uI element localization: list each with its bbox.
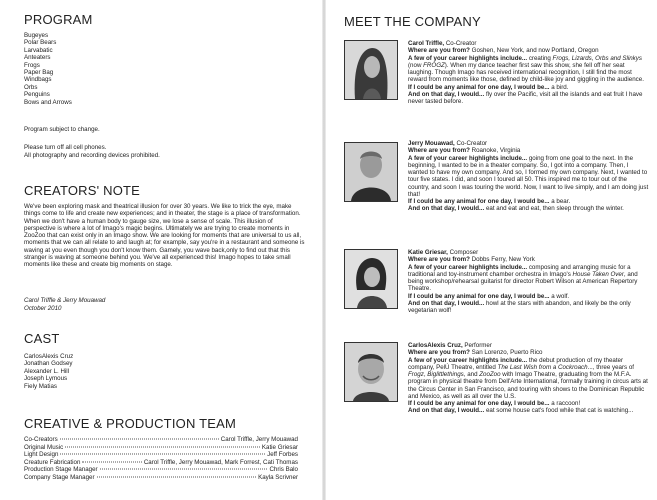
dot-leader <box>82 461 141 462</box>
animal-label: If I could be any animal for one day, I would be... <box>408 83 550 91</box>
day-label: And on that day, I would... <box>408 299 485 307</box>
left-page <box>0 0 320 500</box>
bio-carol-triffle <box>344 40 649 136</box>
member-day: eat some house cat's food while that cat is watching... <box>485 407 634 415</box>
bio-text <box>408 342 649 415</box>
member-name: Katie Griesar, <box>408 249 448 256</box>
member-day: fly over the Pacific, visit all the islands and eat fruit I have never tasted before. <box>408 90 643 105</box>
highlights-label: A few of your career highlights include... <box>408 154 528 162</box>
portrait-photo <box>344 142 398 202</box>
member-name: Carol Triffle, <box>408 40 445 47</box>
list-item: Larvabatic <box>24 46 53 54</box>
bio-carlosalexis-cruz <box>344 342 649 492</box>
member-day: howl at the stars with abandon, and likely be the only vegetarian wolf! <box>408 299 631 314</box>
table-row <box>24 436 298 444</box>
list-item: Penguins <box>24 91 50 99</box>
member-animal: a bear. <box>551 198 571 205</box>
table-row <box>24 444 298 452</box>
member-role: Co-Creator <box>445 40 477 47</box>
team-person: Carol Triffle, Jerry Mouawad <box>220 436 298 443</box>
highlights-label: A few of your career highlights include... <box>408 54 528 62</box>
member-highlights-italic: Frogs, Lizards, Orbs and Slinkys <box>552 54 642 62</box>
team-heading: CREATIVE & PRODUCTION TEAM <box>24 416 237 431</box>
member-highlights-italic: FROGZ <box>423 61 445 69</box>
animal-label: If I could be any animal for one day, I would be... <box>408 198 550 205</box>
list-item: Anteaters <box>24 54 51 62</box>
animal-label: If I could be any animal for one day, I would be... <box>408 400 550 407</box>
team-person: Carol Triffle, Jerry Mouawad, Mark Forrest, Cati Thomas <box>143 458 298 466</box>
company-heading: MEET THE COMPANY <box>344 14 481 29</box>
day-label: And on that day, I would... <box>408 205 485 213</box>
dot-leader <box>60 454 265 455</box>
list-item: Orbs <box>24 83 38 91</box>
table-row <box>24 466 298 474</box>
member-highlights-italic: The Last Wish from a Cockroach <box>497 363 588 371</box>
member-highlights: going from one goal to the next. In the beginning, I wanted to be in a theater company. So, I got into a company. Then, I wanted to have my own company. And so, I formed my own company. Next, I wanted to tour five states. I did, and soon I toured all 50. This inspired me to tour out of the country, and soon I was touring the world. Now, I want to live simply, and I am doing just that! <box>408 154 649 198</box>
dot-leader <box>60 439 219 440</box>
member-name: CarlosAlexis Cruz, <box>408 342 463 349</box>
member-animal: a wolf. <box>551 292 570 300</box>
portrait-photo <box>344 342 398 402</box>
cast-list <box>24 353 73 390</box>
team-person: Katie Griesar <box>261 443 298 451</box>
list-item: Frogs <box>24 61 40 69</box>
member-highlights: (now <box>408 61 424 69</box>
member-highlights-italic: Biglittlethings <box>427 371 464 378</box>
member-highlights: composing and arranging music for a traditional and toy-instrument chamber orchestra in Imago's <box>408 263 631 278</box>
member-highlights-italic: Frogz <box>408 371 424 378</box>
team-role: Original Music <box>24 443 64 451</box>
list-item: Windbags <box>24 76 52 84</box>
list-item: Jonathan Godsey <box>24 360 73 368</box>
table-row <box>24 451 298 459</box>
team-role: Production Stage Manager <box>24 466 98 474</box>
list-item: Fiely Matias <box>24 382 58 390</box>
bio-jerry-mouawad <box>344 140 649 240</box>
member-from: Dobbs Ferry, New York <box>471 256 535 264</box>
member-role: Performer <box>464 342 492 349</box>
member-highlights-italic: House Taken Over <box>572 270 624 278</box>
team-list <box>24 436 298 482</box>
where-label: Where are you from? <box>408 147 470 155</box>
member-highlights-italic: ZooZoo <box>479 371 501 378</box>
member-highlights: creating <box>528 54 553 62</box>
team-role: Co-Creators <box>24 436 58 443</box>
member-animal: a bird. <box>551 83 569 91</box>
bio-katie-griesar <box>344 249 649 329</box>
member-from: San Lorenzo, Puerto Rico <box>471 349 543 357</box>
portrait-photo <box>344 40 398 100</box>
creators-signature: Carol Triffle & Jerry Mouawad <box>24 297 106 304</box>
list-item: CarlosAlexis Cruz <box>24 353 74 360</box>
where-label: Where are you from? <box>408 47 470 55</box>
creators-note-body: We've been exploring mask and theatrical illusion for over 30 years. We like to trick the eye, make things come to life and create new experiences; and in theater, the stage is a place of transformation. When we don't have a human body to gauge size, we lose a sense of scale. This illusion of perspective is where a lot of Imago's magic begins. Ultimately we are trying to create moments in ZooZoo that can exist only in an Imago show. We are looking for moments that are universal to us all, moments that we can all relate to and laugh at; for example, say you're in a restaurant and someone is waving at you even though you don't know them. Gamely, you wave back,only to find out that this stranger is waving at someone behind you. We've all experienced this! Imago hopes to take small moments like these and create big moments on stage. <box>24 203 305 269</box>
team-role: Light Design <box>24 451 59 459</box>
team-person: Kayla Scrivner <box>258 473 298 481</box>
member-highlights: with Imago Theatre, graduating from the M.F.A. program in physical theatre from Dell'Arte International, formally training in circus arts at the Circus Center in San Francisco, and touring with shows to the Dominican Republic and Mexico, as well as all over the U.S. <box>408 371 648 400</box>
phones-note: Please turn off all cell phones. <box>24 144 107 151</box>
team-person: Chris Balo <box>269 466 298 474</box>
member-animal: a raccoon! <box>551 400 581 407</box>
team-role: Company Stage Manager <box>24 473 95 481</box>
portrait-photo <box>344 249 398 309</box>
creators-date: October 2010 <box>24 305 62 312</box>
day-label: And on that day, I would... <box>408 407 485 415</box>
member-highlights: , <box>423 371 428 378</box>
dot-leader <box>65 446 260 447</box>
animal-label: If I could be any animal for one day, I would be... <box>408 292 550 300</box>
program-list <box>24 32 72 106</box>
member-highlights: , and <box>463 371 480 378</box>
right-page <box>328 0 657 500</box>
bio-text <box>408 140 649 213</box>
where-label: Where are you from? <box>408 349 470 357</box>
team-person: Jeff Forbes <box>267 451 298 459</box>
program-subject-note: Program subject to change. <box>24 126 100 133</box>
table-row <box>24 474 298 482</box>
member-role: Co-Creator <box>456 140 488 147</box>
member-day: eat and eat and eat, then sleep through the winter. <box>485 205 624 213</box>
table-row <box>24 459 298 467</box>
list-item: Bows and Arrows <box>24 98 72 106</box>
creators-note-heading: CREATORS' NOTE <box>24 183 141 198</box>
member-from: Goshen, New York, and now Portland, Oregon <box>471 47 599 55</box>
member-highlights: ..., three years of <box>587 363 635 371</box>
recording-note: All photography and recording devices prohibited. <box>24 152 160 159</box>
member-highlights: , and being workshop/rehearsal guitarist for director Robert Wilson at American Repertory Theatre. <box>408 270 638 293</box>
cast-heading: CAST <box>24 331 60 346</box>
bio-text <box>408 40 649 105</box>
member-role: Composer <box>449 249 479 256</box>
list-item: Alexander L. Hill <box>24 367 70 375</box>
list-item: Paper Bag <box>24 69 54 77</box>
highlights-label: A few of your career highlights include... <box>408 356 528 364</box>
list-item: Joseph Lymous <box>24 375 68 383</box>
member-highlights: the debut production of my theater company, PelÚ Theatre, entitled <box>408 356 624 371</box>
dot-leader <box>97 476 257 477</box>
list-item: Polar Bears <box>24 39 57 47</box>
page-spine <box>322 0 326 500</box>
member-from: Roanoke, Virginia <box>471 147 521 155</box>
dot-leader <box>100 469 268 470</box>
where-label: Where are you from? <box>408 256 470 264</box>
member-highlights: ). When my dance teacher first saw this show, she fell off her seat laughing. Though Imago has received international recognition, I still find the most reward from moments like those, defined by child-like joy and giggling in the audience. <box>408 61 644 84</box>
list-item: Bugeyes <box>24 32 49 39</box>
program-heading: PROGRAM <box>24 12 93 27</box>
bio-text <box>408 249 649 314</box>
highlights-label: A few of your career highlights include... <box>408 263 528 271</box>
team-role: Creature Fabrication <box>24 458 81 466</box>
member-name: Jerry Mouawad, <box>408 140 455 147</box>
day-label: And on that day, I would... <box>408 90 485 98</box>
